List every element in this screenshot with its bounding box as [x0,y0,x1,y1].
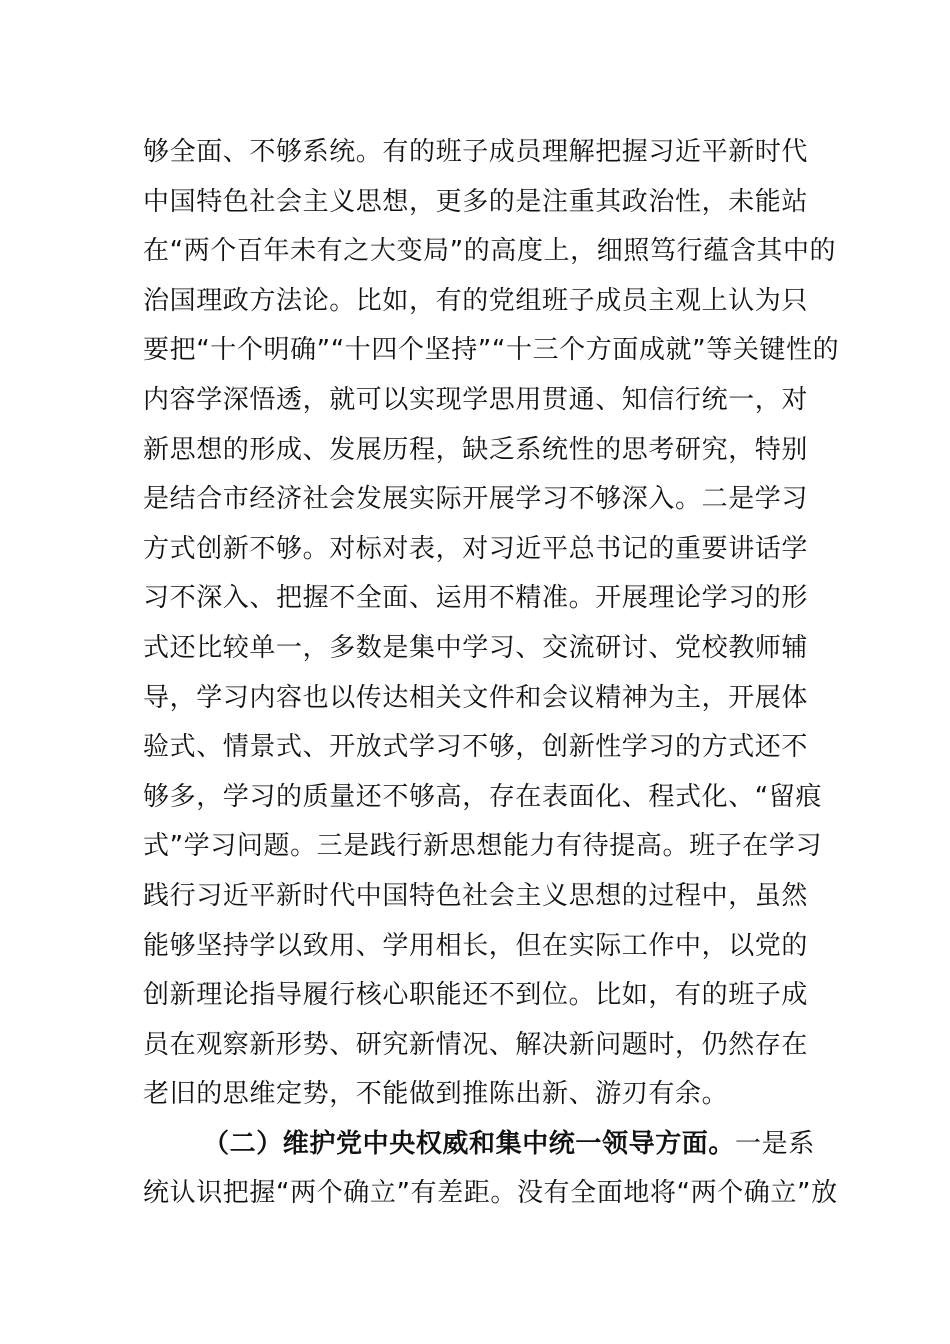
text-line: 治国理政方法论。比如，有的党组班子成员主观上认为只 [143,285,809,316]
text-line: 方式创新不够。对标对表，对习近平总书记的重要讲话学 [143,533,809,564]
text-line: 习不深入、把握不全面、运用不精准。开展理论学习的形 [143,583,809,614]
text-line: 员在观察新形势、研究新情况、解决新问题时，仍然存在 [143,1029,809,1060]
text-line: 够全面、不够系统。有的班子成员理解把握习近平新时代 [143,137,809,167]
text-line: 创新理论指导履行核心职能还不到位。比如，有的班子成 [143,980,809,1011]
text-line: 导，学习内容也以传达相关文件和会议精神为主，开展体 [143,682,809,713]
text-line: 中国特色社会主义思想，更多的是注重其政治性，未能站 [143,186,809,217]
text-line: 要把“十个明确”“十四个坚持”“十三个方面成就”等关键性的 [143,335,840,366]
text-line: 在“两个百年未有之大变局”的高度上，细照笃行蕴含其中的 [143,236,837,267]
text-line: 是结合市经济社会发展实际开展学习不够深入。二是学习 [143,484,809,515]
text-line: 统认识把握“两个确立”有差距。没有全面地将“两个确立”放 [143,1178,838,1209]
section-2-first-line [143,1120,813,1170]
text-line: 能够坚持学以致用、学用相长，但在实际工作中，以党的 [143,930,809,961]
body-text [143,128,840,1219]
section-2-heading: （二）维护党中央权威和集中统一领导方面。 [203,1128,736,1159]
text-line: 内容学深悟透，就可以实现学思用贯通、知信行统一，对 [143,384,809,415]
text-line: 够多，学习的质量还不够高，存在表面化、程式化、“留痕 [143,781,823,812]
text-line: 验式、情景式、开放式学习不够，创新性学习的方式还不 [143,732,809,763]
text-line: 老旧的思维定势，不能做到推陈出新、游刃有余。 [143,1079,729,1110]
text-line: 式还比较单一，多数是集中学习、交流研讨、党校教师辅 [143,632,809,663]
text-line: 式”学习问题。三是践行新思想能力有待提高。班子在学习 [143,831,823,862]
text-line: 践行习近平新时代中国特色社会主义思想的过程中，虽然 [143,880,809,911]
section-2-text: 一是系 [735,1128,815,1159]
text-line: 新思想的形成、发展历程，缺乏系统性的思考研究，特别 [143,434,809,465]
